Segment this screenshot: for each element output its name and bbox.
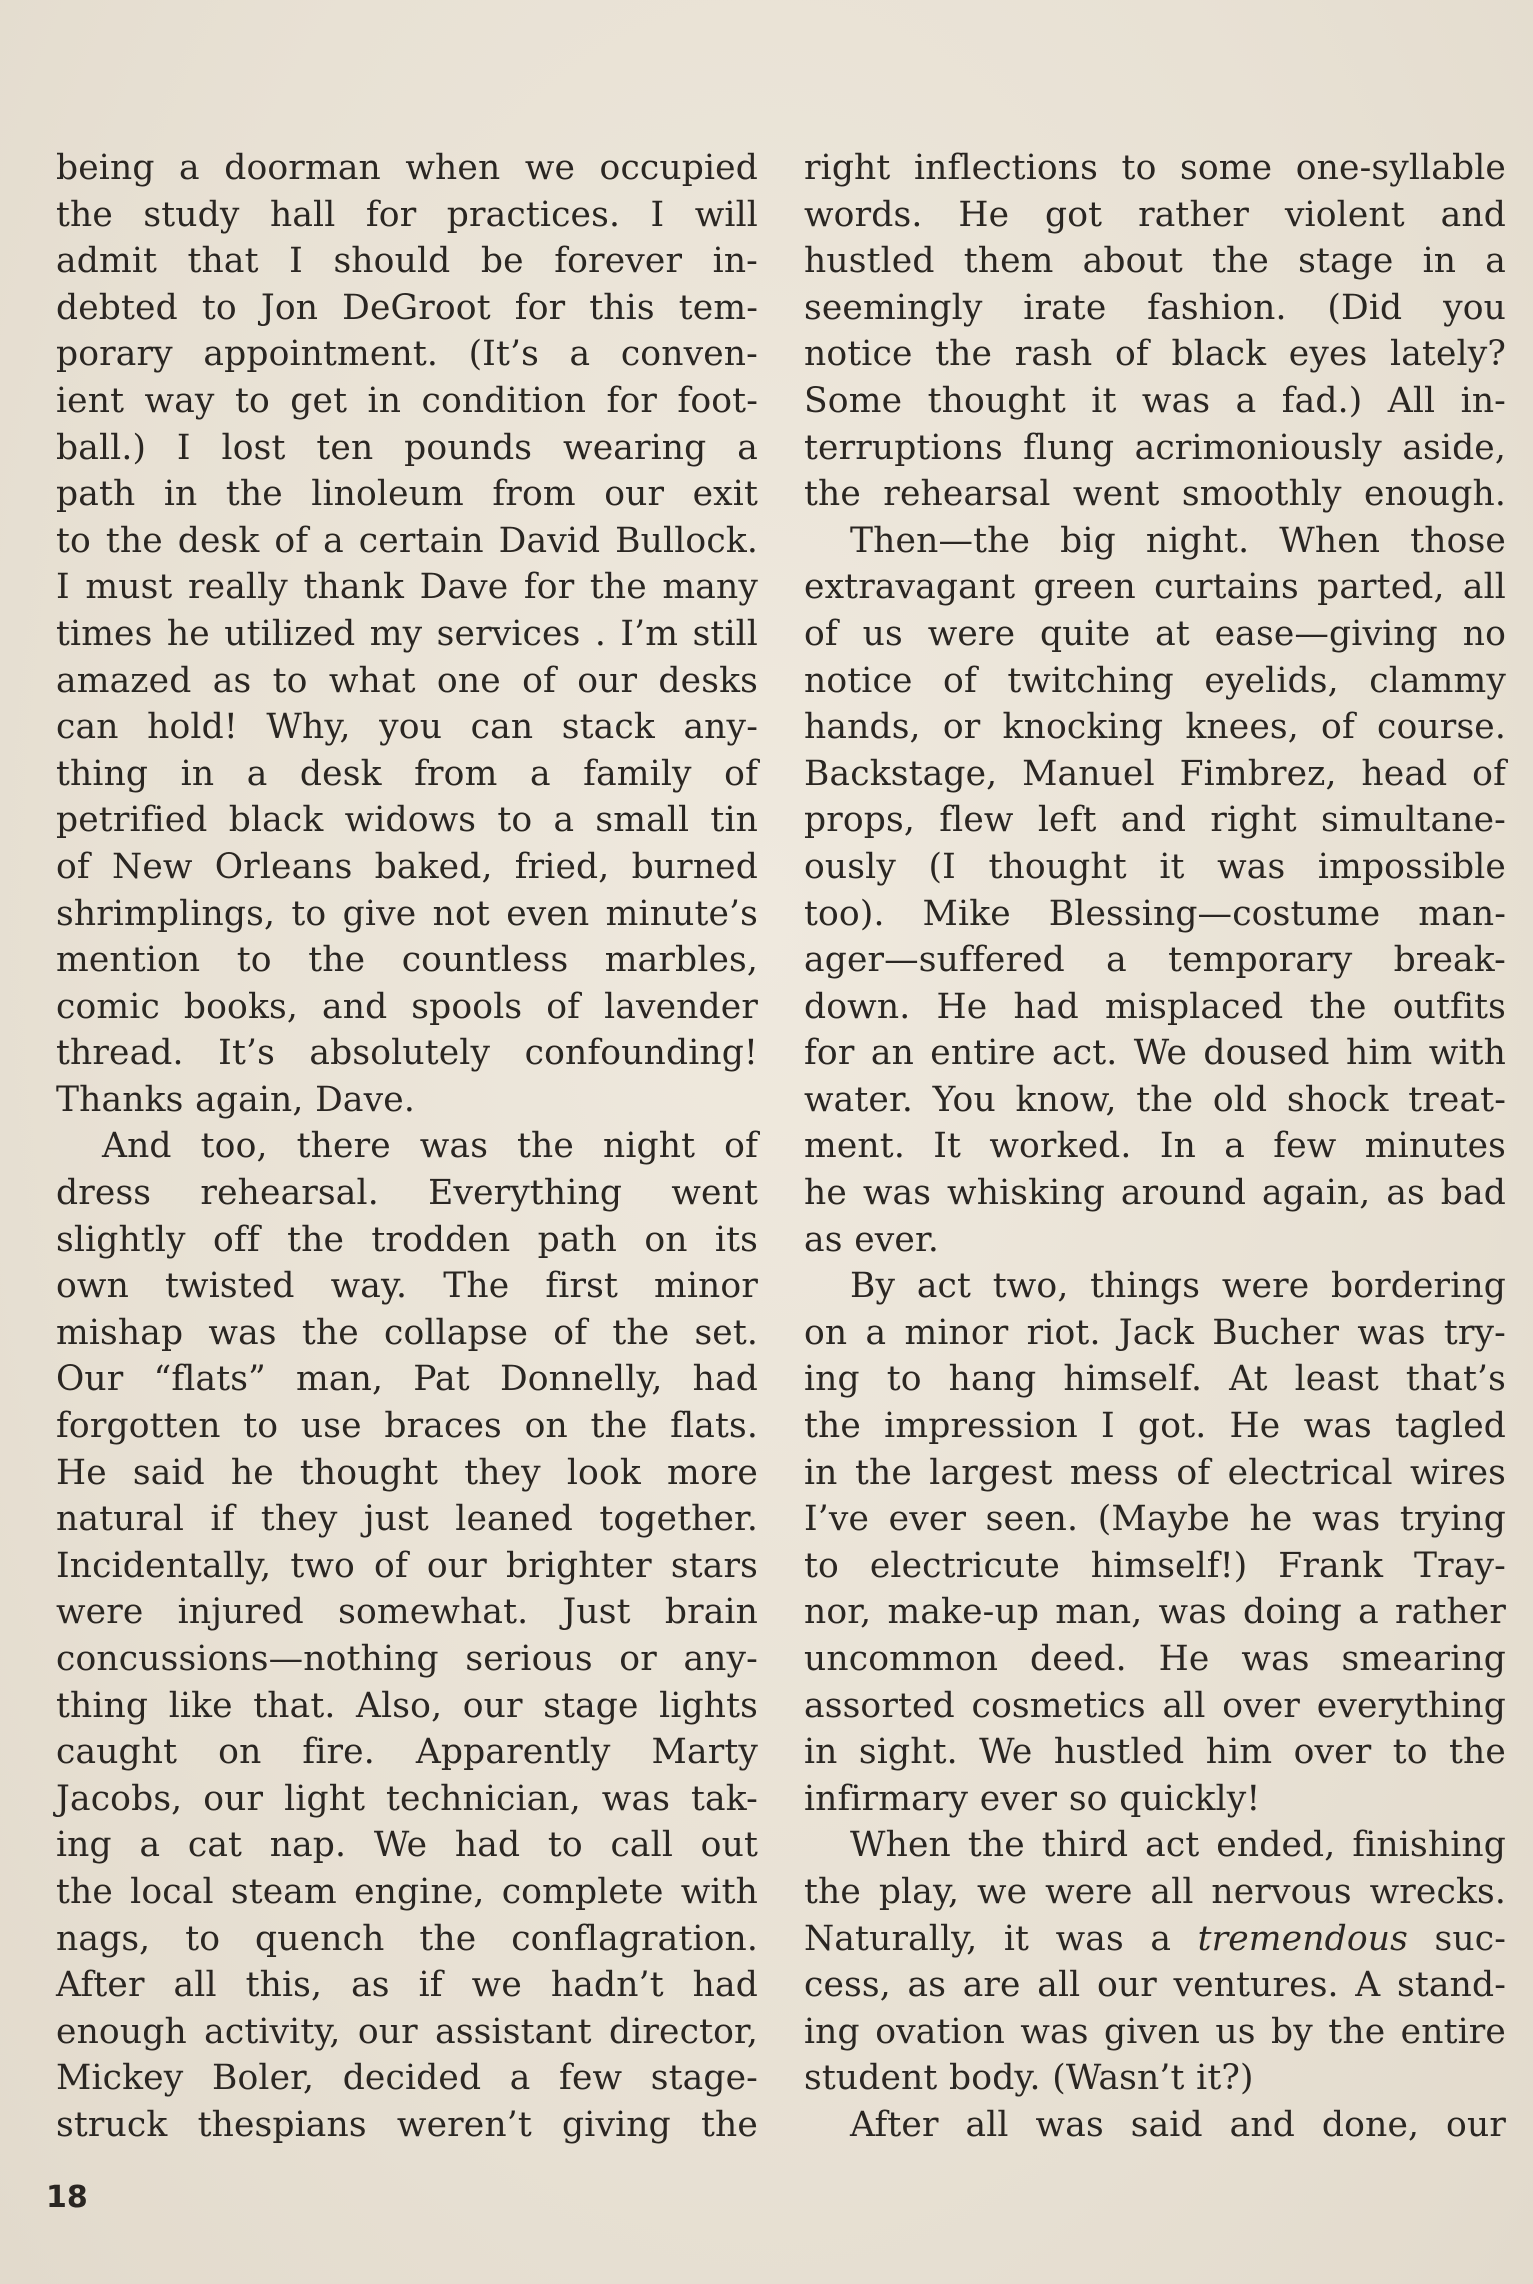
text-line: terruptions flung acrimoniously aside, (804, 427, 1506, 468)
text-line: he was whisking around again, as bad (804, 1173, 1506, 1214)
text-line: mention to the countless marbles, (56, 940, 758, 981)
text-line: down. He had misplaced the outfits (804, 986, 1506, 1027)
text-line: Then—the big night. When those (850, 520, 1506, 561)
text-line: thing in a desk from a family of (56, 753, 758, 794)
text-line: were injured somewhat. Just brain (56, 1592, 758, 1633)
text-line: for an entire act. We doused him with (804, 1033, 1506, 1074)
text-line: seemingly irate fashion. (Did you (804, 287, 1506, 328)
text-line: I’ve ever seen. (Maybe he was trying (804, 1499, 1506, 1540)
text-line: props, flew left and right simultane- (804, 800, 1506, 841)
text-line: Thanks again, Dave. (56, 1079, 415, 1120)
left-text-column (56, 145, 758, 2149)
text-line: notice the rash of black eyes lately? (804, 334, 1506, 375)
text-line: in the largest mess of electrical wires (804, 1452, 1506, 1493)
text-line: natural if they just leaned together. (56, 1499, 758, 1540)
text-line: being a doorman when we occupied (56, 148, 758, 188)
text-line: ment. It worked. In a few minutes (804, 1126, 1506, 1167)
text-line: assorted cosmetics all over everything (804, 1685, 1506, 1726)
text-line: right inflections to some one-syllable (804, 148, 1506, 188)
text-line: own twisted way. The first minor (56, 1266, 758, 1307)
text-line: uncommon deed. He was smearing (804, 1639, 1506, 1679)
text-line: slightly off the trodden path on its (56, 1219, 758, 1260)
text-line: too). Mike Blessing—costume man- (804, 893, 1506, 934)
text-line: Some thought it was a fad.) All in- (804, 380, 1506, 421)
text-line: And too, there was the night of (102, 1126, 758, 1167)
text-line: When the third act ended, finishing (850, 1825, 1506, 1866)
text-line: hands, or knocking knees, of course. (804, 707, 1506, 748)
text-line: extravagant green curtains parted, all (804, 567, 1506, 608)
text-line: Our “flats” man, Pat Donnelly, had (56, 1359, 758, 1400)
page-number: 18 (46, 2180, 88, 2215)
text-line: student body. (Wasn’t it?) (804, 2058, 1254, 2099)
text-line: enough activity, our assistant director, (56, 2011, 758, 2052)
text-line: Jacobs, our light technician, was tak- (56, 1778, 758, 1819)
text-line: hustled them about the stage in a (804, 241, 1506, 282)
text-line: in sight. We hustled him over to the (804, 1732, 1506, 1773)
text-line: the impression I got. He was tagled (804, 1406, 1506, 1447)
text-line: on a minor riot. Jack Bucher was try- (804, 1312, 1506, 1353)
text-line: Naturally, it was a tremendous suc- (804, 1918, 1507, 1959)
text-line: dress rehearsal. Everything went (56, 1173, 758, 1214)
text-line: thing like that. Also, our stage lights (56, 1685, 758, 1726)
text-line: to the desk of a certain David Bullock. (56, 520, 758, 561)
text-line: nags, to quench the conflagration. (56, 1918, 758, 1959)
text-line: By act two, things were bordering (850, 1266, 1506, 1307)
text-line: the local steam engine, complete with (56, 1871, 758, 1912)
text-line: as ever. (804, 1219, 939, 1260)
text-line: can hold! Why, you can stack any- (56, 707, 758, 748)
text-line: the study hall for practices. I will (56, 194, 758, 235)
text-line: the play, we were all nervous wrecks. (804, 1871, 1506, 1912)
text-line: concussions—nothing serious or any- (56, 1639, 758, 1679)
text-line: After all this, as if we hadn’t had (56, 1965, 758, 2006)
text-line: shrimplings, to give not even minute’s (56, 893, 758, 934)
text-line: ing to hang himself. At least that’s (804, 1359, 1506, 1400)
text-line: times he utilized my services . I’m still (56, 613, 758, 654)
text-line: mishap was the collapse of the set. (56, 1312, 758, 1353)
text-line: thread. It’s absolutely confounding! (56, 1033, 758, 1074)
right-text-column (804, 145, 1506, 2149)
text-line: words. He got rather violent and (804, 194, 1506, 235)
text-line: comic books, and spools of lavender (56, 986, 758, 1027)
text-line: Backstage, Manuel Fimbrez, head of (804, 753, 1506, 794)
text-line: forgotten to use braces on the flats. (56, 1406, 758, 1447)
text-line: of us were quite at ease—giving no (804, 613, 1506, 654)
text-line: cess, as are all our ventures. A stand- (804, 1965, 1506, 2006)
text-line: Incidentally, two of our brighter stars (56, 1545, 758, 1586)
text-line: ing ovation was given us by the entire (804, 2011, 1506, 2052)
text-line: ously (I thought it was impossible (804, 846, 1506, 887)
text-line: of New Orleans baked, fried, burned (56, 846, 758, 887)
text-line: petrified black widows to a small tin (56, 800, 758, 841)
text-line: notice of twitching eyelids, clammy (804, 660, 1506, 701)
text-line: After all was said and done, our (850, 2104, 1506, 2145)
text-line: to electricute himself!) Frank Tray- (804, 1545, 1506, 1586)
text-line: nor, make-up man, was doing a rather (804, 1592, 1506, 1633)
text-line: I must really thank Dave for the many (56, 567, 758, 608)
text-line: path in the linoleum from our exit (56, 474, 758, 515)
text-line: the rehearsal went smoothly enough. (804, 474, 1506, 515)
text-line: ball.) I lost ten pounds wearing a (56, 427, 758, 468)
text-line: admit that I should be forever in- (56, 241, 758, 282)
text-line: porary appointment. (It’s a conven- (56, 334, 758, 375)
text-line: infirmary ever so quickly! (804, 1778, 1261, 1819)
text-line: struck thespians weren’t giving the (56, 2104, 758, 2145)
text-line: debted to Jon DeGroot for this tem- (56, 287, 758, 328)
text-line: ing a cat nap. We had to call out (56, 1825, 758, 1866)
text-line: Mickey Boler, decided a few stage- (56, 2058, 758, 2099)
text-line: ager—suffered a temporary break- (804, 940, 1506, 981)
text-line: caught on fire. Apparently Marty (56, 1732, 758, 1773)
text-line: ient way to get in condition for foot- (56, 380, 758, 421)
text-line: water. You know, the old shock treat- (804, 1079, 1506, 1120)
text-line: amazed as to what one of our desks (56, 660, 758, 701)
text-line: He said he thought they look more (56, 1452, 758, 1493)
